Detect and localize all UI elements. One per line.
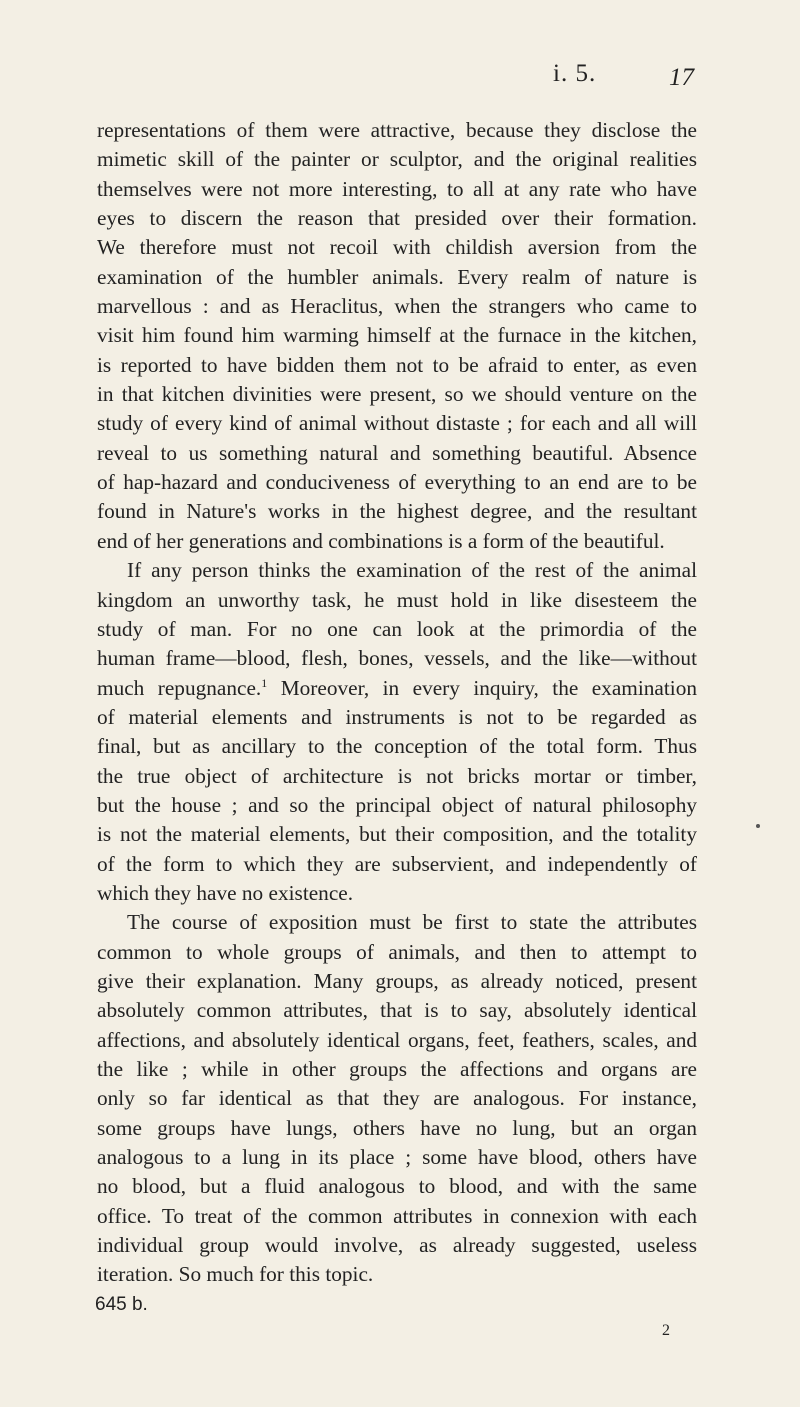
text-line: human frame—blood, flesh, bones, vessels, and the like—without (97, 646, 697, 671)
text-fragment: Moreover, in every inquiry, the examination (280, 675, 698, 700)
text-line: is not the material elements, but their composition, and the totality (97, 822, 697, 847)
text-fragment: much repugnance. (97, 675, 262, 700)
text-line: marvellous : and as Heraclitus, when the strangers who came to (97, 294, 697, 319)
text-line: of hap-hazard and conduciveness of everything to an end are to be (97, 470, 697, 495)
section-reference: i. 5. (553, 60, 597, 87)
text-line: The course of exposition must be first to state the attributes (127, 910, 697, 935)
text-line: themselves were not more interesting, to all at any rate who have (97, 176, 697, 201)
text-line: which they have no existence. (97, 880, 354, 905)
text-line: iteration. So much for this topic. (97, 1262, 374, 1287)
text-line: absolutely common attributes, that is to say, absolutely identical (97, 998, 697, 1023)
marginal-reference: 645 b. (95, 1294, 148, 1315)
text-line: eyes to discern the reason that presided over their formation. (97, 206, 697, 231)
text-line: examination of the humbler animals. Every realm of nature is (97, 264, 697, 289)
text-line: the like ; while in other groups the affections and organs are (97, 1057, 697, 1081)
text-line: reveal to us something natural and something beautiful. Absence (97, 440, 697, 465)
text-line: affections, and absolutely identical organs, feet, feathers, scales, and (97, 1027, 697, 1052)
text-line: give their explanation. Many groups, as already noticed, present (97, 968, 697, 993)
text-line: common to whole groups of animals, and then to attempt to (97, 939, 697, 964)
margin-mark (756, 824, 760, 828)
text-line: end of her generations and combinations is a form of the beautiful. (97, 528, 665, 553)
text-line: individual group would involve, as already suggested, useless (97, 1233, 697, 1258)
text-line: study of every kind of animal without distaste ; for each and all will (97, 411, 697, 436)
text-line: only so far identical as that they are analogous. For instance, (97, 1086, 697, 1111)
text-line: office. To treat of the common attributes in connexion with each (97, 1203, 697, 1228)
text-line: visit him found him warming himself at the furnace in the kitchen, (97, 323, 697, 348)
text-line: representations of them were attractive, because they disclose the (97, 118, 697, 142)
body-text (97, 116, 697, 1290)
text-line: If any person thinks the examination of the rest of the animal (127, 558, 697, 583)
text-line: study of man. For no one can look at the primordia of the (97, 616, 697, 641)
text-line: in that kitchen divinities were present, so we should venture on the (97, 382, 697, 407)
text-line: found in Nature's works in the highest degree, and the resultant (97, 499, 697, 524)
text-line: of material elements and instruments is not to be regarded as (97, 704, 697, 729)
text-line: mimetic skill of the painter or sculptor, and the original realities (97, 147, 697, 172)
text-line: We therefore must not recoil with childish aversion from the (97, 235, 697, 260)
text-line: is reported to have bidden them not to be afraid to enter, as even (97, 352, 697, 377)
signature-mark: 2 (662, 1322, 670, 1339)
text-line: the true object of architecture is not bricks mortar or timber, (97, 763, 697, 788)
text-line: of the form to which they are subservient, and independently of (97, 851, 697, 876)
text-line: some groups have lungs, others have no lung, but an organ (97, 1115, 697, 1140)
footnote-marker: 1 (261, 675, 268, 690)
text-line: but the house ; and so the principal object of natural philosophy (97, 792, 697, 817)
page-number: 17 (669, 64, 694, 91)
text-line: analogous to a lung in its place ; some have blood, others have (97, 1145, 697, 1170)
text-line (97, 674, 697, 703)
text-line: final, but as ancillary to the conception of the total form. Thus (97, 734, 697, 759)
running-header (0, 60, 800, 100)
text-line: no blood, but a fluid analogous to blood, and with the same (97, 1174, 697, 1199)
text-line: kingdom an unworthy task, he must hold in like disesteem the (97, 587, 697, 612)
